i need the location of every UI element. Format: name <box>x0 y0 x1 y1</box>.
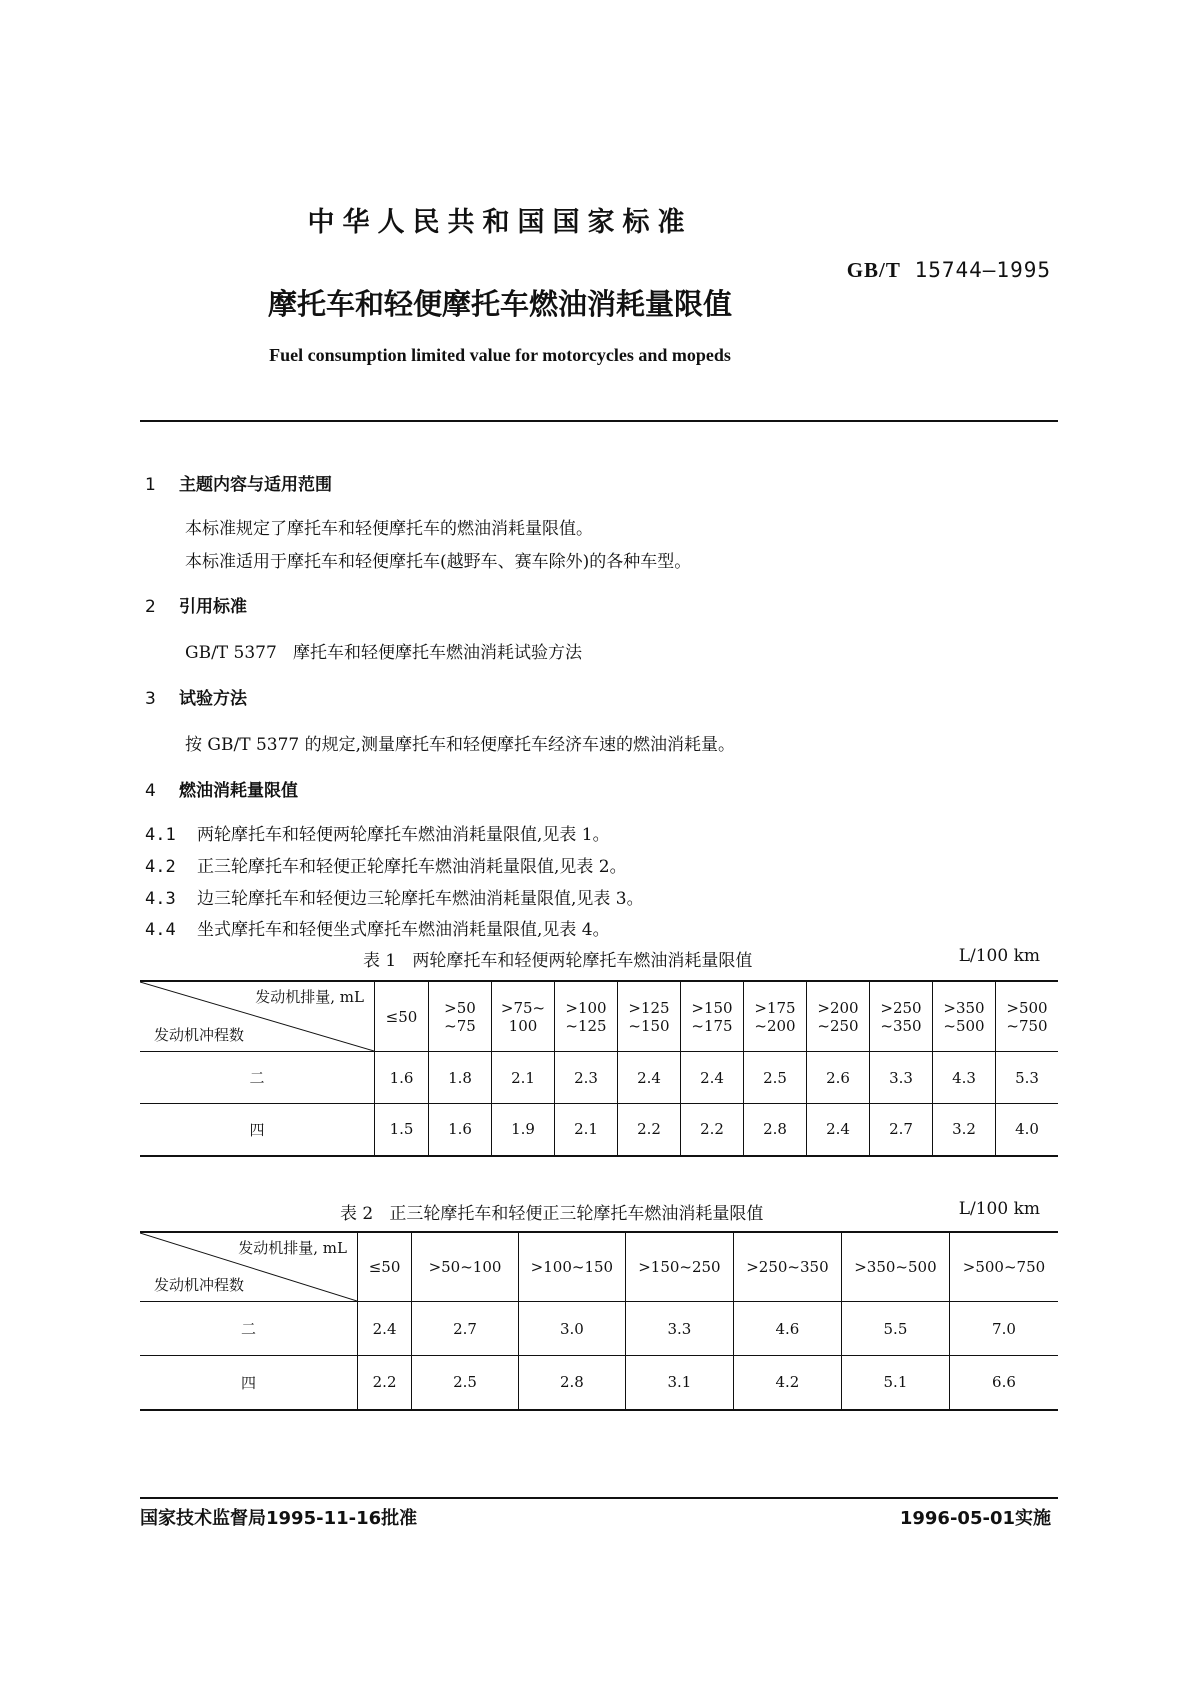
clause-text: 两轮摩托车和轻便两轮摩托车燃油消耗量限值,见表 1。 <box>197 825 610 845</box>
section-3-heading <box>145 684 247 709</box>
clause-number: 4.4 <box>145 920 176 940</box>
table-cell: 2.2 <box>681 1104 744 1156</box>
corner-top-label: 发动机排量, mL <box>255 988 364 1006</box>
section-title: 主题内容与适用范围 <box>179 475 332 495</box>
row-label: 二 <box>140 1302 358 1356</box>
table-header-cell: >100~150 <box>518 1232 625 1302</box>
header-rule <box>140 420 1058 422</box>
table-header-cell <box>744 981 807 1052</box>
table-cell: 3.3 <box>870 1052 933 1104</box>
row-label: 二 <box>140 1052 375 1104</box>
table-cell: 2.1 <box>492 1052 555 1104</box>
section-title: 燃油消耗量限值 <box>179 781 298 801</box>
table-header-cell <box>555 981 618 1052</box>
clause-4-2 <box>145 852 627 877</box>
table-cell: 7.0 <box>949 1302 1058 1356</box>
table-header-cell <box>933 981 996 1052</box>
table-header-cell: >350~500 <box>841 1232 949 1302</box>
header-line-1: >150 <box>691 998 733 1017</box>
table-cell: 1.6 <box>375 1052 429 1104</box>
section-1-para-2: 本标准适用于摩托车和轻便摩托车(越野车、赛车除外)的各种车型。 <box>185 552 692 572</box>
standard-prefix: GB/T <box>846 258 901 282</box>
table-header-cell <box>618 981 681 1052</box>
table-cell: 2.7 <box>870 1104 933 1156</box>
header-line-1: >125 <box>628 998 670 1017</box>
header-line-1: >175 <box>754 998 796 1017</box>
header-line-1: >250 <box>880 998 922 1017</box>
clause-text: 正三轮摩托车和轻便正轮摩托车燃油消耗量限值,见表 2。 <box>197 857 627 877</box>
table-cell: 2.8 <box>744 1104 807 1156</box>
header-line-1: ≤50 <box>385 1007 418 1026</box>
clause-number: 4.1 <box>145 825 176 845</box>
header-line-2: ~175 <box>691 1016 733 1035</box>
table-cell: 1.8 <box>429 1052 492 1104</box>
table-cell: 2.4 <box>681 1052 744 1104</box>
header-line-2: ~500 <box>943 1016 985 1035</box>
row-label: 四 <box>140 1356 358 1410</box>
section-1-para-1: 本标准规定了摩托车和轻便摩托车的燃油消耗量限值。 <box>185 519 593 539</box>
section-2-heading <box>145 592 247 617</box>
header-line-1: >200 <box>817 998 859 1017</box>
table-2-header-row <box>140 1232 1058 1302</box>
table-cell: 2.2 <box>358 1356 412 1410</box>
table-cell: 1.6 <box>429 1104 492 1156</box>
table-header-cell: >150~250 <box>625 1232 733 1302</box>
table-cell: 2.4 <box>807 1104 870 1156</box>
table-cell: 2.5 <box>744 1052 807 1104</box>
row-label: 四 <box>140 1104 375 1156</box>
clause-text: 边三轮摩托车和轻便边三轮摩托车燃油消耗量限值,见表 3。 <box>197 889 644 909</box>
table-cell: 3.2 <box>933 1104 996 1156</box>
section-number: 3 <box>145 689 156 709</box>
standard-number <box>847 258 1051 283</box>
table-row <box>140 1052 1058 1104</box>
header-line-2: ~350 <box>880 1016 922 1035</box>
table-cell: 1.5 <box>375 1104 429 1156</box>
standard-code: 15744—1995 <box>914 258 1051 282</box>
section-3-para-1: 按 GB/T 5377 的规定,测量摩托车和轻便摩托车经济车速的燃油消耗量。 <box>185 735 736 755</box>
header-line-2: ~125 <box>565 1016 607 1035</box>
table-1-corner-cell <box>140 981 375 1052</box>
table-1-header-row <box>140 981 1058 1052</box>
section-number: 1 <box>145 475 156 495</box>
table-header-cell <box>681 981 744 1052</box>
clause-4-4 <box>145 915 610 940</box>
header-line-2: ~750 <box>1006 1016 1048 1035</box>
table-cell: 2.2 <box>618 1104 681 1156</box>
table-header-cell <box>429 981 492 1052</box>
table-cell: 4.2 <box>733 1356 841 1410</box>
table-2-corner-cell <box>140 1232 358 1302</box>
table-row <box>140 1104 1058 1156</box>
table-header-cell <box>492 981 555 1052</box>
table-cell: 2.8 <box>518 1356 625 1410</box>
table-cell: 3.0 <box>518 1302 625 1356</box>
table-cell: 6.6 <box>949 1356 1058 1410</box>
issuer-heading: 中华人民共和国国家标准 <box>307 207 693 238</box>
table-header-cell: >250~350 <box>733 1232 841 1302</box>
header-line-2: ~200 <box>754 1016 796 1035</box>
table-1-unit: L/100 km <box>958 946 1040 966</box>
clause-number: 4.3 <box>145 889 176 909</box>
table-cell: 4.6 <box>733 1302 841 1356</box>
clause-4-1 <box>145 820 610 845</box>
table-cell: 3.1 <box>625 1356 733 1410</box>
header-line-1: >75~ <box>500 998 546 1017</box>
table-header-cell <box>870 981 933 1052</box>
section-2-para-1: GB/T 5377 摩托车和轻便摩托车燃油消耗试验方法 <box>185 643 583 663</box>
header-line-2: 100 <box>508 1016 538 1035</box>
table-cell: 2.1 <box>555 1104 618 1156</box>
table-cell: 5.1 <box>841 1356 949 1410</box>
table-row <box>140 1356 1058 1410</box>
table-cell: 2.5 <box>412 1356 519 1410</box>
effective-date: 1996-05-01实施 <box>899 1508 1051 1529</box>
table-header-cell: >500~750 <box>949 1232 1058 1302</box>
header-line-2: ~75 <box>444 1016 476 1035</box>
table-2 <box>140 1231 1058 1411</box>
table-1 <box>140 980 1058 1157</box>
title-english: Fuel consumption limited value for motorcycles and mopeds <box>269 345 731 365</box>
table-row <box>140 1302 1058 1356</box>
table-1-caption: 表 1 两轮摩托车和轻便两轮摩托车燃油消耗量限值 <box>363 951 753 971</box>
header-line-1: >350 <box>943 998 985 1017</box>
table-2-caption: 表 2 正三轮摩托车和轻便正三轮摩托车燃油消耗量限值 <box>340 1204 764 1224</box>
section-4-heading <box>145 776 298 801</box>
header-line-1: >500 <box>1006 998 1048 1017</box>
table-cell: 3.3 <box>625 1302 733 1356</box>
table-cell: 2.4 <box>358 1302 412 1356</box>
clause-4-3 <box>145 884 644 909</box>
header-line-1: >100 <box>565 998 607 1017</box>
table-cell: 4.0 <box>996 1104 1059 1156</box>
table-header-cell: ≤50 <box>358 1232 412 1302</box>
footer-rule <box>140 1497 1058 1499</box>
title-chinese: 摩托车和轻便摩托车燃油消耗量限值 <box>267 287 732 321</box>
section-number: 4 <box>145 781 156 801</box>
section-title: 引用标准 <box>179 597 247 617</box>
header-line-2: ~250 <box>817 1016 859 1035</box>
header-line-2: ~150 <box>628 1016 670 1035</box>
table-cell: 1.9 <box>492 1104 555 1156</box>
clause-text: 坐式摩托车和轻便坐式摩托车燃油消耗量限值,见表 4。 <box>197 920 610 940</box>
table-cell: 2.3 <box>555 1052 618 1104</box>
table-cell: 2.7 <box>412 1302 519 1356</box>
table-header-cell <box>996 981 1059 1052</box>
clause-number: 4.2 <box>145 857 176 877</box>
table-header-cell <box>375 981 429 1052</box>
corner-bottom-label: 发动机冲程数 <box>154 1026 245 1044</box>
approval-date: 国家技术监督局1995-11-16批准 <box>140 1508 418 1529</box>
table-header-cell <box>807 981 870 1052</box>
table-cell: 5.5 <box>841 1302 949 1356</box>
section-number: 2 <box>145 597 156 617</box>
section-1-heading <box>145 470 332 495</box>
table-cell: 2.6 <box>807 1052 870 1104</box>
header-line-1: >50 <box>444 998 476 1017</box>
corner-top-label: 发动机排量, mL <box>238 1239 347 1257</box>
table-2-unit: L/100 km <box>958 1199 1040 1219</box>
section-title: 试验方法 <box>179 689 247 709</box>
corner-bottom-label: 发动机冲程数 <box>154 1276 245 1294</box>
table-header-cell: >50~100 <box>412 1232 519 1302</box>
table-cell: 2.4 <box>618 1052 681 1104</box>
table-cell: 4.3 <box>933 1052 996 1104</box>
table-cell: 5.3 <box>996 1052 1059 1104</box>
